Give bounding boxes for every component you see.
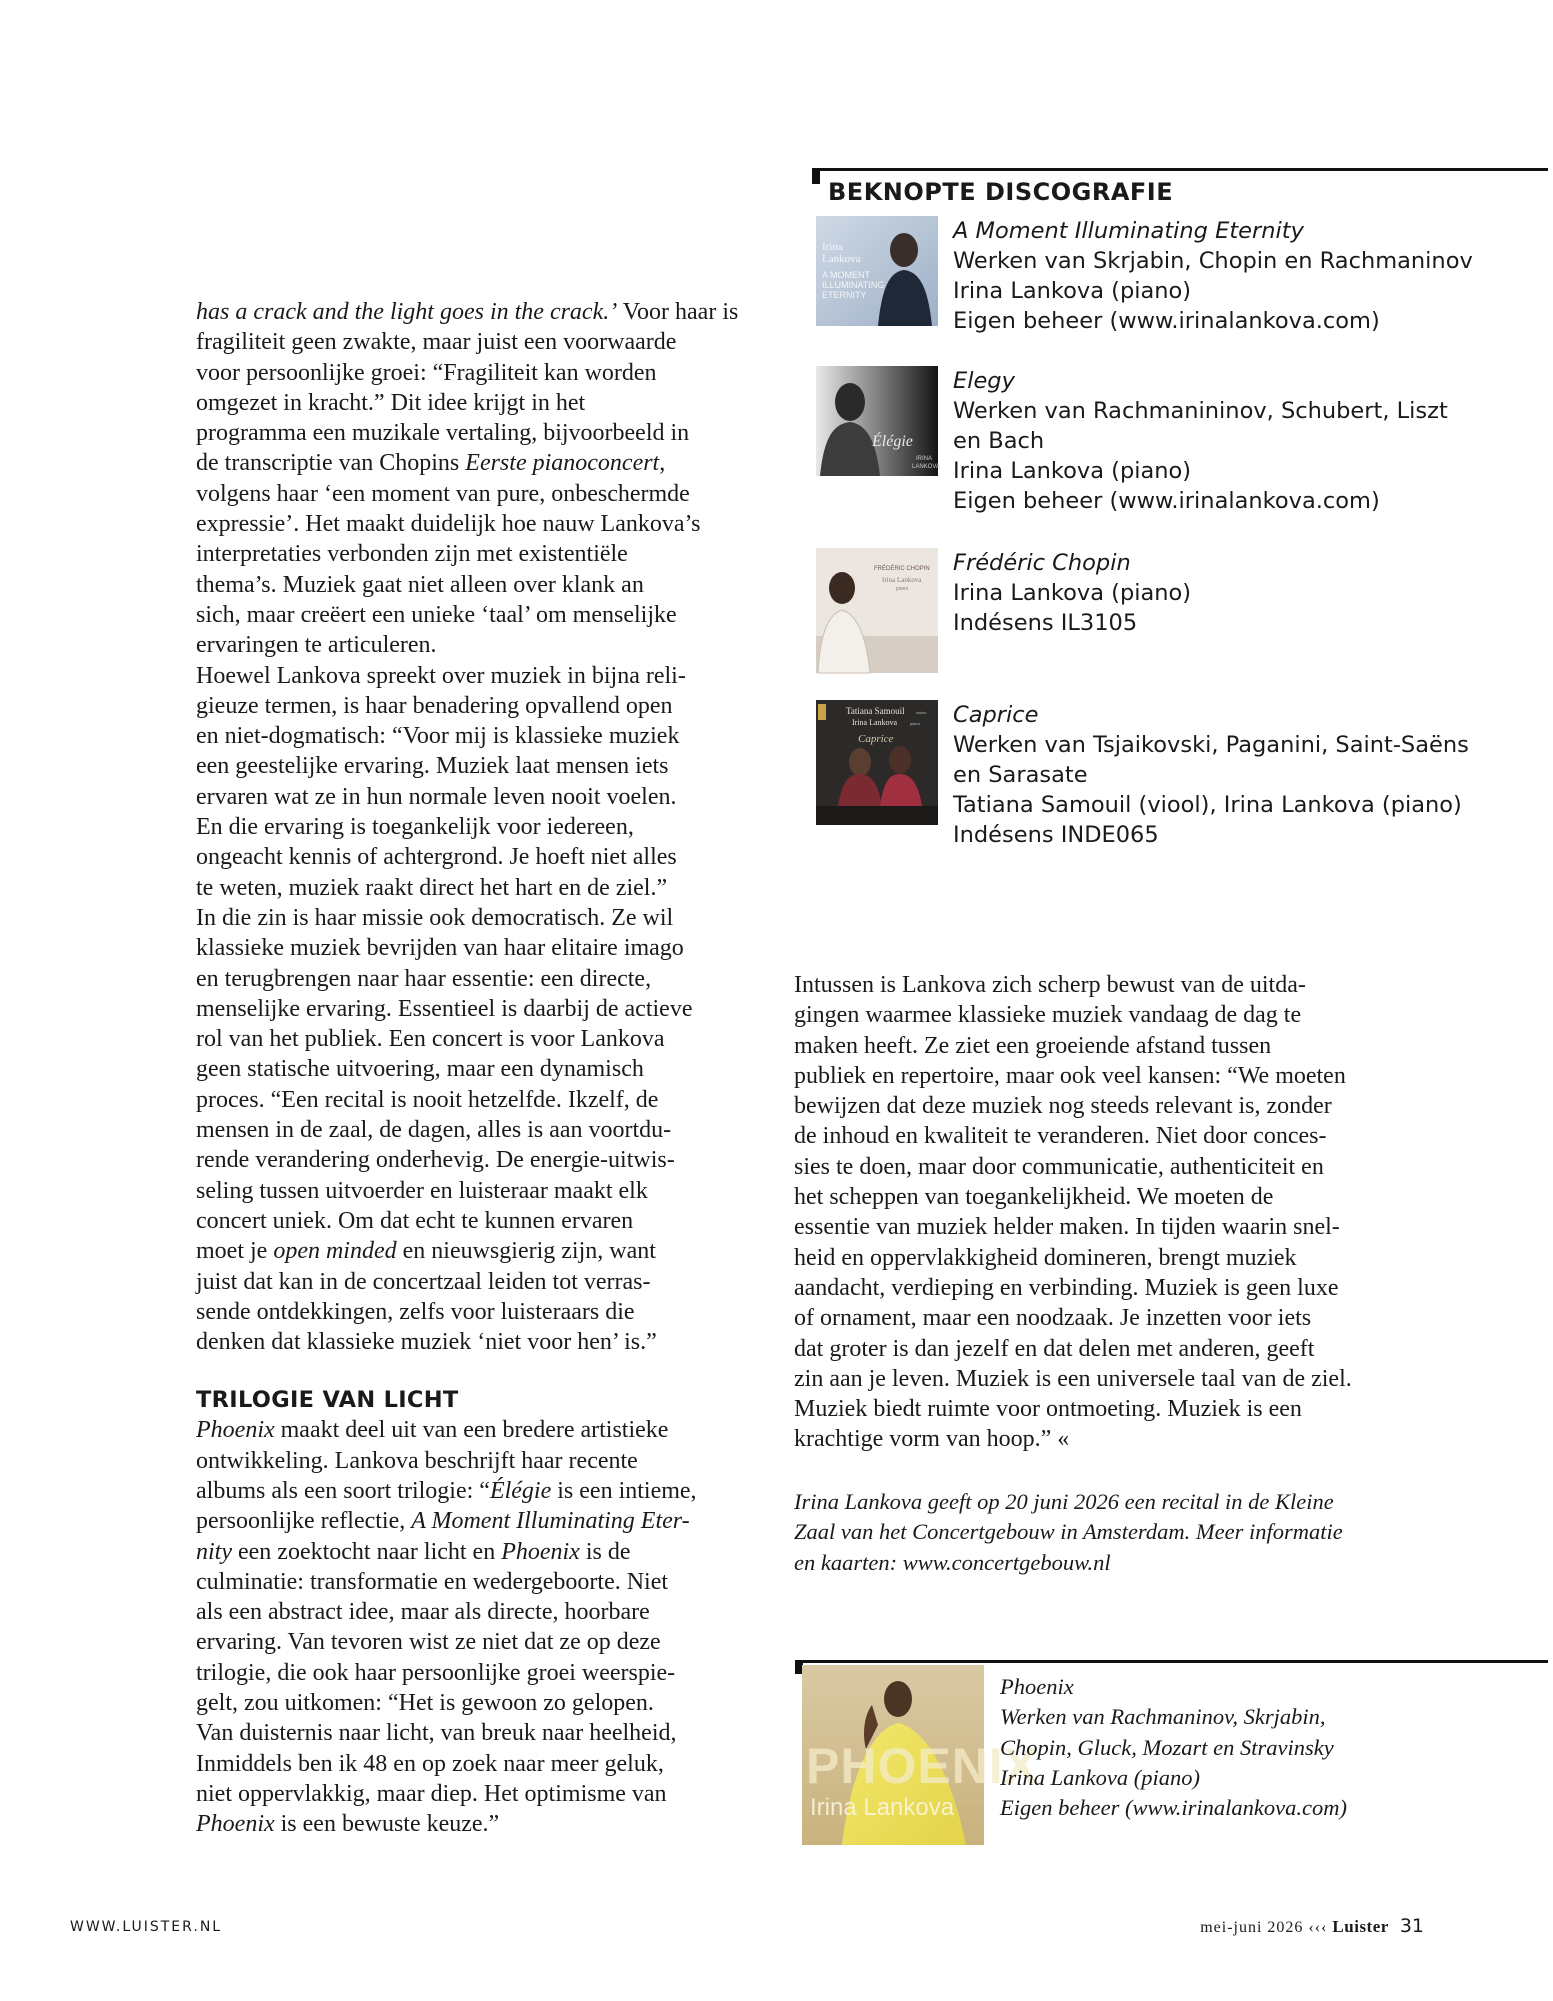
text-fragment: is een bewuste keuze.” [274, 1811, 500, 1838]
entry-line: Eigen beheer (www.irinalankova.com) [953, 308, 1380, 334]
album-cover-art [816, 548, 938, 673]
album-cover-image [816, 548, 938, 673]
text-line: programma een muzikale vertaling, bijvoorbeeld in [196, 420, 690, 447]
cover-text: A MOMENT [822, 270, 871, 280]
work-title: Eerste pianoconcert [465, 450, 660, 477]
text-line: proces. “Een recital is nooit hetzelfde. Ikzelf, de [196, 1086, 659, 1113]
text-line: juist dat kan in de concertzaal leiden tot verras- [196, 1268, 651, 1295]
text-line: seling tussen uitvoerder en luisteraar maakt elk [196, 1177, 648, 1204]
text-line: ervaren wat ze in hun normale leven nooit voelen. [196, 783, 677, 810]
text-line: aandacht, verdieping en verbinding. Muziek is geen luxe [794, 1274, 1339, 1301]
text-fragment: , [659, 450, 666, 477]
entry-line: Irina Lankova (piano) [953, 458, 1192, 484]
entry-line: Indésens IL3105 [953, 610, 1138, 636]
text-line: culminatie: transformatie en wedergeboorte. Niet [196, 1568, 669, 1595]
text-line [196, 297, 739, 327]
cover-text: Irina Lankova [810, 1794, 955, 1821]
entry-line: en Bach [953, 428, 1045, 454]
text-fragment: Voor haar is [617, 299, 739, 325]
album-title: Caprice [953, 702, 1039, 728]
text-line: thema’s. Muziek gaat niet alleen over klank an [196, 571, 644, 598]
text-line: denken dat klassieke muziek ‘niet voor hen’ is.” [196, 1329, 657, 1356]
text-line: zin aan je leven. Muziek is een universele taal van de ziel. [794, 1365, 1352, 1392]
album-title: nity [196, 1538, 232, 1565]
album-title: Élégie [489, 1477, 552, 1504]
entry-line: Indésens INDE065 [953, 822, 1159, 848]
discography-top-rule [812, 168, 1548, 171]
entry-text [953, 700, 1553, 850]
text-line: sich, maar creëert een unieke ‘taal’ om menselijke [196, 601, 677, 628]
text-line: niet oppervlakkig, maar diep. Het optimisme van [196, 1780, 667, 1807]
cover-text: IRINA [916, 456, 933, 462]
text-line: interpretaties verbonden zijn met existentiële [196, 541, 628, 568]
text-line: gieuze termen, is haar benadering opvallend open [196, 692, 673, 719]
cover-text: Irina Lankova [852, 718, 898, 727]
text-fragment: maakt deel uit van een bredere artistieke [274, 1417, 669, 1444]
text-fragment: een zoektocht naar licht en [232, 1538, 502, 1565]
text-line [196, 1537, 736, 1567]
text-line: voor persoonlijke groei: “Fragiliteit kan worden [196, 359, 657, 386]
text-line: klassieke muziek bevrijden van haar elitaire imago [196, 935, 684, 962]
entry-line: Eigen beheer (www.irinalankova.com) [1000, 1795, 1348, 1821]
text-line: trilogie, die ook haar persoonlijke groei weerspie- [196, 1659, 676, 1686]
text-line [196, 1809, 736, 1839]
text-line: ervaringen te articuleren. [196, 632, 437, 659]
text-line: En die ervaring is toegankelijk voor iedereen, [196, 814, 634, 841]
page-number: 31 [1399, 1915, 1424, 1937]
text-line: het scheppen van toegankelijkheid. We moeten de [794, 1184, 1274, 1211]
footer-website: WWW.LUISTER.NL [70, 1919, 223, 1935]
cover-text: PHOENIX [806, 1738, 1039, 1794]
text-line [196, 1236, 736, 1266]
text-line: geen statische uitvoering, maar een dynamisch [196, 1056, 644, 1083]
section-heading: TRILOGIE VAN LICHT [196, 1387, 459, 1414]
album-title: Phoenix [196, 1811, 275, 1838]
entry-line: Werken van Rachmanininov, Schubert, Liszt [953, 398, 1448, 424]
album-cover-image [816, 700, 938, 825]
entry-line: Tatiana Samouil (viool), Irina Lankova (piano) [953, 792, 1462, 818]
text-line: Hoewel Lankova spreekt over muziek in bijna reli- [196, 662, 686, 689]
album-title: Phoenix [501, 1538, 580, 1565]
entry-text [953, 216, 1553, 336]
album-title: Phoenix [196, 1417, 275, 1444]
text-line: essentie van muziek helder maken. In tijden waarin snel- [794, 1214, 1340, 1241]
album-title: Frédéric Chopin [953, 550, 1131, 576]
issue-date: mei-juni 2026 [1200, 1919, 1304, 1936]
text-line: sies te doen, maar door communicatie, authenticiteit en [794, 1153, 1324, 1180]
album-cover-image [816, 216, 938, 326]
album-cover-art [816, 700, 938, 825]
cover-text: piano [896, 586, 909, 592]
text-line: heid en oppervlakkigheid domineren, brengt muziek [794, 1244, 1297, 1271]
cover-text: Caprice [858, 733, 894, 745]
text-line: en niet-dogmatisch: “Voor mij is klassieke muziek [196, 723, 680, 750]
text-line: Inmiddels ben ik 48 en op zoek naar meer geluk, [196, 1750, 664, 1777]
text-line: expressie’. Het maakt duidelijk hoe nauw Lankova’s [196, 511, 701, 538]
text-line [196, 1506, 736, 1536]
text-line: en terugbrengen naar haar essentie: een directe, [196, 965, 652, 992]
entry-text [953, 366, 1553, 516]
entry-text [953, 548, 1553, 638]
right-column [794, 970, 1514, 1455]
album-cover-art [816, 366, 938, 476]
text-line: gingen waarmee klassieke muziek vandaag de dag te [794, 1002, 1302, 1029]
cover-text: Tatiana Samouil [846, 706, 905, 716]
entry-line: Irina Lankova (piano) [953, 580, 1192, 606]
album-cover-art [802, 1665, 1039, 1845]
text-line [196, 448, 736, 478]
text-line: krachtige vorm van hoop.” « [794, 1426, 1070, 1453]
cover-text: piano [910, 721, 920, 726]
text-line: mensen in de zaal, de dagen, alles is aan voortdu- [196, 1117, 672, 1144]
entry-line: Eigen beheer (www.irinalankova.com) [953, 488, 1380, 514]
text-line: of ornament, maar een noodzaak. Je inzetten voor iets [794, 1305, 1312, 1332]
text-line: In die zin is haar missie ook democratisch. Ze wil [196, 904, 674, 931]
text-line: ongeacht kennis of achtergrond. Je hoeft niet alles [196, 844, 677, 871]
discography-heading: BEKNOPTE DISCOGRAFIE [828, 178, 1174, 206]
text-fragment: is een intieme, [551, 1477, 697, 1504]
cover-text: LANKOVA [912, 464, 940, 470]
text-fragment: moet je [196, 1238, 274, 1265]
cover-text: ETERNITY [822, 290, 867, 300]
text-line: als een abstract idee, maar als directe, hoorbare [196, 1599, 650, 1626]
album-cover-image [816, 366, 938, 476]
text-line: gelt, zou uitkomen: “Het is gewoon zo gelopen. [196, 1690, 654, 1717]
album-title: Phoenix [1000, 1674, 1074, 1699]
text-line: rende verandering onderhevig. De energie-uitwis- [196, 1147, 675, 1174]
cover-text: violon [916, 710, 927, 715]
note-line: Irina Lankova geeft op 20 juni 2026 een recital in de Kleine [794, 1489, 1334, 1514]
album-title: Elegy [953, 368, 1015, 394]
text-line: fragiliteit geen zwakte, maar juist een voorwaarde [196, 329, 677, 356]
text-line: publiek en repertoire, maar ook veel kansen: “We moeten [794, 1062, 1346, 1089]
cover-text: Irina Lankova [882, 576, 922, 584]
emphasis: open minded [273, 1238, 397, 1265]
cover-text: ILLUMINATING [822, 280, 885, 290]
text-line: een geestelijke ervaring. Muziek laat mensen iets [196, 753, 669, 780]
separator-glyph: ‹‹‹ [1308, 1919, 1328, 1936]
text-line: Van duisternis naar licht, van breuk naar heelheid, [196, 1720, 677, 1747]
cover-text: Élégie [872, 433, 913, 450]
text-line: omgezet in kracht.” Dit idee krijgt in het [196, 389, 586, 416]
entry-line: Werken van Tsjaikovski, Paganini, Saint-Saëns [953, 732, 1469, 758]
text-fragment: albums als een soort trilogie: “ [196, 1477, 490, 1504]
text-line: sende ontdekkingen, zelfs voor luisteraars die [196, 1298, 635, 1325]
text-line: rol van het publiek. Een concert is voor Lankova [196, 1026, 665, 1053]
cover-text: Lankova [822, 253, 861, 265]
discography-corner-tick [812, 168, 820, 184]
phoenix-text [1000, 1672, 1540, 1823]
album-title: A Moment Illuminating Eter- [411, 1508, 690, 1535]
cover-text: FRÉDÉRIC CHOPIN [874, 566, 930, 572]
text-line [196, 1415, 736, 1445]
text-fragment: is de [579, 1538, 631, 1565]
note-line: en kaarten: www.concertgebouw.nl [794, 1549, 1111, 1575]
text-line: bewijzen dat deze muziek nog steeds relevant is, zonder [794, 1093, 1332, 1120]
footer-page-info [1200, 1915, 1424, 1937]
entry-line: Chopin, Gluck, Mozart en Stravinsky [1000, 1734, 1334, 1760]
text-line: ervaring. Van tevoren wist ze niet dat ze op deze [196, 1629, 661, 1656]
text-fragment: de transcriptie van Chopins [196, 450, 466, 477]
album-title: A Moment Illuminating Eternity [953, 218, 1304, 244]
entry-line: Irina Lankova (piano) [1000, 1764, 1200, 1790]
note-line: Zaal van het Concertgebouw in Amsterdam. Meer informatie [794, 1519, 1343, 1545]
text-line: Intussen is Lankova zich scherp bewust van de uitda- [794, 972, 1306, 998]
entry-line: en Sarasate [953, 762, 1088, 788]
phoenix-top-rule [795, 1660, 1548, 1663]
entry-line: Irina Lankova (piano) [953, 278, 1192, 304]
text-line [196, 1476, 736, 1506]
entry-line: Werken van Rachmaninov, Skrjabin, [1000, 1704, 1326, 1730]
text-line: ontwikkeling. Lankova beschrijft haar recente [196, 1447, 638, 1474]
magazine-brand: Luister [1332, 1917, 1389, 1936]
text-line: concert uniek. Om dat echt te kunnen ervaren [196, 1207, 634, 1234]
entry-line: Werken van Skrjabin, Chopin en Rachmaninov [953, 248, 1473, 274]
album-cover-art [816, 216, 938, 326]
text-line: dat groter is dan jezelf en dat delen met anderen, geeft [794, 1335, 1315, 1362]
text-fragment: persoonlijke reflectie, [196, 1508, 412, 1535]
cover-text: Irina [822, 241, 843, 253]
phoenix-album-cover [802, 1665, 1039, 1845]
quote-fragment: has a crack and the light goes in the crack.’ [196, 299, 618, 325]
concert-note [794, 1487, 1514, 1578]
text-line: volgens haar ‘een moment van pure, onbeschermde [196, 480, 690, 507]
left-column [196, 297, 739, 1840]
text-line: de inhoud en kwaliteit te veranderen. Niet door conces- [794, 1123, 1327, 1150]
text-line: menselijke ervaring. Essentieel is daarbij de actieve [196, 995, 693, 1022]
text-line: maken heeft. Ze ziet een groeiende afstand tussen [794, 1032, 1272, 1059]
text-line: Muziek biedt ruimte voor ontmoeting. Muziek is een [794, 1396, 1302, 1423]
text-fragment: en nieuwsgierig zijn, want [396, 1238, 656, 1265]
text-line: te weten, muziek raakt direct het hart en de ziel.” [196, 874, 668, 901]
